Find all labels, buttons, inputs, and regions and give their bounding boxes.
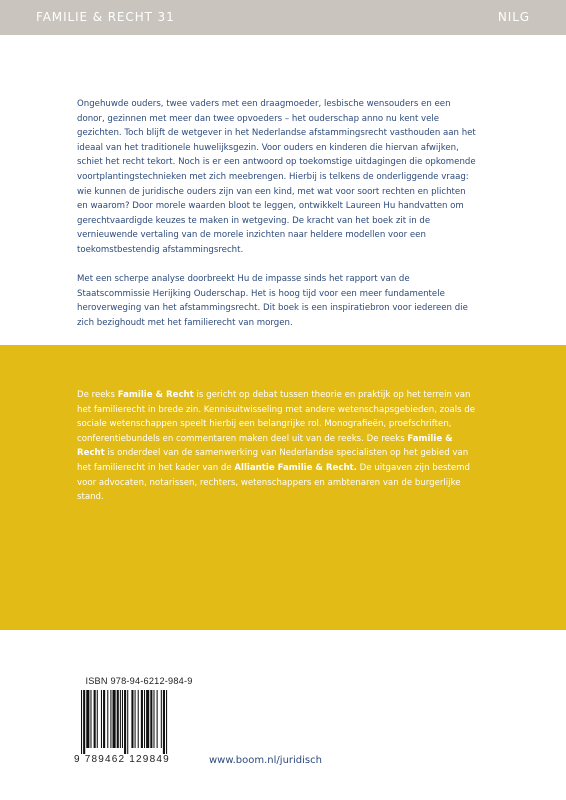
blurb-paragraph-2: Met een scherpe analyse doorbreekt Hu de impasse sinds het rapport van de Staatscommissie Herijking Ouderschap. Het is hoog tijd voor een meer fundamentele heroverweging van het afstammingsrecht. Dit boek is een inspiratiebron voor iedereen die zich bezighoudt met het familierecht van morgen. xyxy=(77,274,468,328)
barcode-digits: 9 789462 129849 xyxy=(74,754,170,765)
barcode-block xyxy=(74,676,204,766)
series-name-bold: Familie & Recht xyxy=(77,433,453,459)
barcode-bar xyxy=(83,690,85,754)
barcode-bar xyxy=(141,690,143,748)
barcode-bar xyxy=(131,690,133,748)
barcode-bar xyxy=(163,690,165,754)
publisher-website: www.boom.nl/juridisch xyxy=(209,755,322,766)
barcode-bar xyxy=(101,690,102,748)
series-info-text-1: De reeks xyxy=(77,390,118,400)
barcode-bar xyxy=(107,690,108,748)
barcode-bar xyxy=(117,690,119,748)
barcode-bar xyxy=(120,690,121,748)
barcode-bar xyxy=(94,690,96,748)
barcode-bar xyxy=(103,690,105,748)
header-band xyxy=(0,0,566,35)
barcode-bar xyxy=(127,690,128,754)
series-name-bold: Familie & Recht xyxy=(117,390,194,400)
barcode-bar xyxy=(144,690,145,748)
isbn-label: ISBN 978-94-6212-984-9 xyxy=(85,676,193,686)
alliance-name-bold: Alliantie Familie & Recht. xyxy=(234,462,357,473)
barcode-bar xyxy=(138,690,139,748)
barcode-bar xyxy=(81,690,82,754)
barcode-bar xyxy=(113,690,116,748)
blurb-paragraph-1: Ongehuwde ouders, twee vaders met een draagmoeder, lesbische wensouders en een donor, gezinnen met meer dan twee opvoeders – het ouderschap anno nu kent vele gezichten. Toch blijft de wetgever in het Nederlandse afstammingsrecht vasthouden aan het ideaal van het traditionele huwelijksgezin. Voor ouders en kinderen die hiervan afwijken, schiet het recht tekort. Noch is er een antwoord op toekomstige uitdagingen die opkomende voortplantingstechnieken met zich meebrengen. Hierbij is telkens de onderliggende vraag: wie kunnen de juridische ouders zijn van een kind, met wat voor soort rechten en plichten en waarom? Door morele waarden bloot te leggen, ontwikkelt Laureen Hu handvatten om gerechtvaardigde keuzes te maken in wetgeving. De kracht van het boek zit in de vernieuwende vertaling van de morele inzichten naar heldere modellen voor een toekomstbestendig afstammingsrecht. xyxy=(77,99,476,255)
barcode-bar xyxy=(124,690,126,754)
series-info-text xyxy=(77,388,482,505)
barcode-bar xyxy=(150,690,152,748)
publisher-name: NILG xyxy=(497,10,530,24)
barcode-bar xyxy=(86,690,89,748)
barcode-graphic xyxy=(77,690,201,754)
barcode-bar xyxy=(157,690,158,748)
barcode-bar xyxy=(166,690,167,754)
barcode-bar xyxy=(146,690,149,748)
series-info-text-3: is onderdeel van de samenwerking van Nederlandse specialisten op het gebied van het familierecht in het kader van de xyxy=(77,448,469,473)
barcode-bar xyxy=(90,690,91,748)
barcode-bar xyxy=(135,690,136,748)
series-info-text-4: De uitgaven zijn bestemd voor advocaten, notarissen, rechters, wetenschappers en ambtenaren van de burgerlijke stand. xyxy=(77,462,470,503)
series-info-text-2: is gericht op debat tussen theorie en praktijk op het terrein van het familierecht in brede zin. Kennisuitwisseling met andere wetenschapsgebieden, zoals de sociale wetenschappen speelt hierbij een belangrijke rol. Monografieën, proefschriften, conferentiebundels en commentaren maken deel uit van de reeks. De reeks xyxy=(77,390,476,444)
series-title: FAMILIE & RECHT 31 xyxy=(36,10,175,24)
back-cover-blurb xyxy=(77,97,477,345)
barcode-bar xyxy=(161,690,162,748)
barcode-bar xyxy=(122,690,123,748)
barcode-bar xyxy=(153,690,154,748)
barcode-bar xyxy=(97,690,98,748)
barcode-bar xyxy=(110,690,111,748)
